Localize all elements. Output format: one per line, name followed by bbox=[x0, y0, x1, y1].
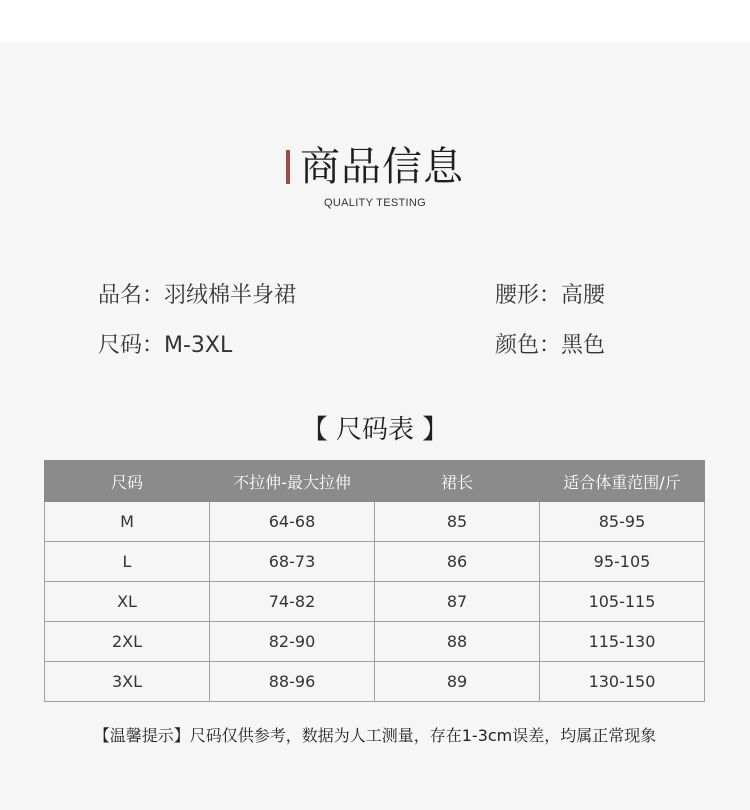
cell-weight: 95-105 bbox=[540, 542, 705, 582]
header-size: 尺码 bbox=[45, 461, 210, 502]
cell-stretch: 68-73 bbox=[210, 542, 375, 582]
info-size-range: 尺码：M-3XL bbox=[98, 333, 233, 358]
info-waist-type: 腰形：高腰 bbox=[495, 283, 606, 308]
cell-size: 3XL bbox=[45, 662, 210, 702]
cell-length: 87 bbox=[375, 582, 540, 622]
header-length: 裙长 bbox=[375, 461, 540, 502]
cell-size: L bbox=[45, 542, 210, 582]
table-header-row bbox=[45, 461, 705, 502]
page-title bbox=[286, 143, 464, 191]
cell-length: 85 bbox=[375, 502, 540, 542]
page-subtitle: QUALITY TESTING bbox=[324, 197, 426, 209]
cell-stretch: 88-96 bbox=[210, 662, 375, 702]
table-row bbox=[45, 582, 705, 622]
cell-stretch: 82-90 bbox=[210, 622, 375, 662]
size-note: 【温馨提示】尺码仅供参考，数据为人工测量，存在1-3cm误差，均属正常现象 bbox=[93, 726, 657, 745]
cell-size: XL bbox=[45, 582, 210, 622]
title-accent-bar bbox=[286, 150, 290, 184]
title-block bbox=[0, 143, 750, 191]
header-stretch: 不拉伸-最大拉伸 bbox=[210, 461, 375, 502]
size-chart-title: 【 尺码表 】 bbox=[301, 415, 449, 445]
cell-stretch: 74-82 bbox=[210, 582, 375, 622]
cell-stretch: 64-68 bbox=[210, 502, 375, 542]
cell-size: M bbox=[45, 502, 210, 542]
table-row bbox=[45, 622, 705, 662]
cell-weight: 130-150 bbox=[540, 662, 705, 702]
info-color: 颜色：黑色 bbox=[495, 333, 606, 358]
header-weight: 适合体重范围/斤 bbox=[540, 461, 705, 502]
table-row bbox=[45, 502, 705, 542]
info-product-name: 品名：羽绒棉半身裙 bbox=[98, 283, 297, 308]
cell-weight: 115-130 bbox=[540, 622, 705, 662]
table-row bbox=[45, 542, 705, 582]
cell-length: 86 bbox=[375, 542, 540, 582]
cell-size: 2XL bbox=[45, 622, 210, 662]
table-row bbox=[45, 662, 705, 702]
cell-length: 88 bbox=[375, 622, 540, 662]
page-title-text: 商品信息 bbox=[300, 144, 464, 190]
cell-weight: 85-95 bbox=[540, 502, 705, 542]
size-chart-table bbox=[44, 460, 705, 702]
cell-length: 89 bbox=[375, 662, 540, 702]
cell-weight: 105-115 bbox=[540, 582, 705, 622]
